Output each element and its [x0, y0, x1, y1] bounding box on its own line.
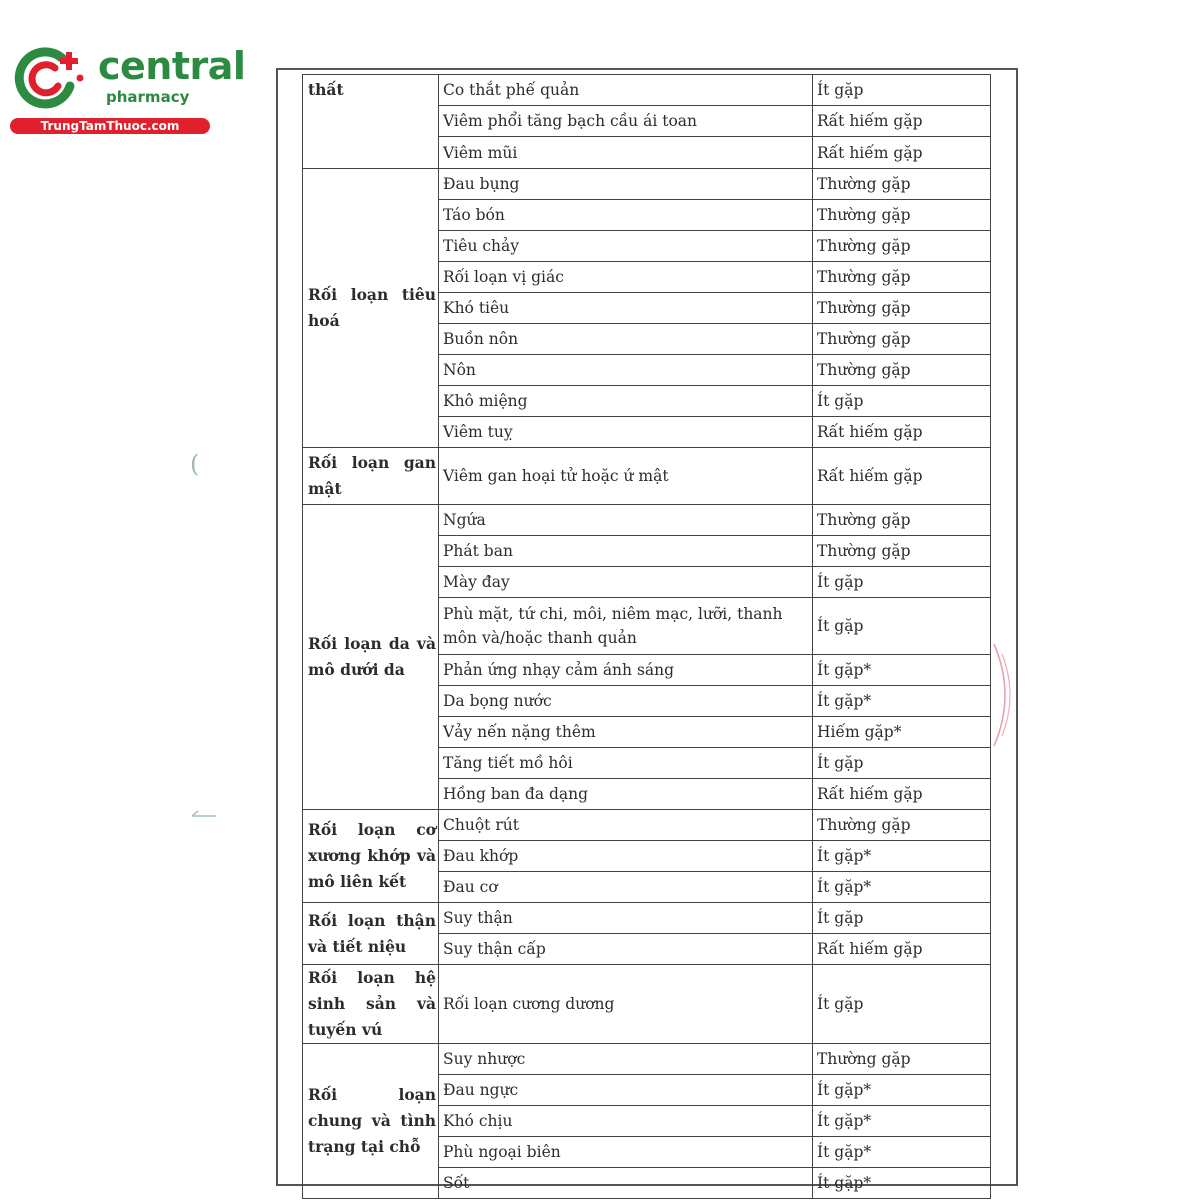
- table-row: [303, 169, 991, 200]
- frequency-cell: Ít gặp: [813, 567, 991, 598]
- adverse-effect-cell: Phản ứng nhạy cảm ánh sáng: [439, 655, 813, 686]
- frequency-cell: Ít gặp: [813, 903, 991, 934]
- organ-system-cell: Rối loạn thận và tiết niệu: [303, 903, 439, 965]
- organ-system-cell: Rối loạn da và mô dưới da: [303, 505, 439, 810]
- frequency-cell: Thường gặp: [813, 355, 991, 386]
- frequency-cell: Ít gặp*: [813, 1075, 991, 1106]
- frequency-cell: Thường gặp: [813, 536, 991, 567]
- frequency-cell: Ít gặp*: [813, 1106, 991, 1137]
- organ-system-cell: Rối loạn chung và tình trạng tại chỗ: [303, 1044, 439, 1199]
- adverse-effect-cell: Rối loạn cương dương: [439, 965, 813, 1044]
- adverse-effect-cell: Mày đay: [439, 567, 813, 598]
- table-row: [303, 75, 991, 106]
- adverse-effect-cell: Tiêu chảy: [439, 231, 813, 262]
- frequency-cell: Rất hiếm gặp: [813, 934, 991, 965]
- adverse-effect-cell: Phù mặt, tứ chi, môi, niêm mạc, lưỡi, thanh môn và/hoặc thanh quản: [439, 598, 813, 655]
- left-margin-mark: (: [190, 450, 200, 478]
- table-row: [303, 965, 991, 1044]
- adverse-effects-table-body: [303, 75, 991, 1199]
- table-row: [303, 505, 991, 536]
- adverse-effect-cell: Phát ban: [439, 536, 813, 567]
- frequency-cell: Thường gặp: [813, 505, 991, 536]
- frequency-cell: Thường gặp: [813, 262, 991, 293]
- adverse-effect-cell: Viêm tuỵ: [439, 417, 813, 448]
- frequency-cell: Thường gặp: [813, 200, 991, 231]
- frequency-cell: Hiếm gặp*: [813, 717, 991, 748]
- brand-url-badge[interactable]: TrungTamThuoc.com: [10, 118, 210, 134]
- brand-name: central: [98, 44, 246, 88]
- adverse-effect-cell: Buồn nôn: [439, 324, 813, 355]
- frequency-cell: Ít gặp*: [813, 841, 991, 872]
- frequency-cell: Ít gặp: [813, 75, 991, 106]
- organ-system-cell: Rối loạn tiêu hoá: [303, 169, 439, 448]
- adverse-effect-cell: Đau ngực: [439, 1075, 813, 1106]
- adverse-effect-cell: Khó chịu: [439, 1106, 813, 1137]
- frequency-cell: Thường gặp: [813, 169, 991, 200]
- frequency-cell: Ít gặp*: [813, 655, 991, 686]
- frequency-cell: Rất hiếm gặp: [813, 779, 991, 810]
- adverse-effect-cell: Hồng ban đa dạng: [439, 779, 813, 810]
- frequency-cell: Ít gặp: [813, 386, 991, 417]
- adverse-effect-cell: Đau cơ: [439, 872, 813, 903]
- table-row: [303, 448, 991, 505]
- table-row: [303, 1044, 991, 1075]
- table-row: [303, 903, 991, 934]
- adverse-effect-cell: Tăng tiết mồ hôi: [439, 748, 813, 779]
- adverse-effect-cell: Suy nhược: [439, 1044, 813, 1075]
- adverse-effect-cell: Khô miệng: [439, 386, 813, 417]
- table-row: [303, 810, 991, 841]
- frequency-cell: Thường gặp: [813, 293, 991, 324]
- adverse-effect-cell: Rối loạn vị giác: [439, 262, 813, 293]
- adverse-effect-cell: Sốt: [439, 1168, 813, 1199]
- frequency-cell: Thường gặp: [813, 1044, 991, 1075]
- frequency-cell: Ít gặp: [813, 748, 991, 779]
- adverse-effect-cell: Khó tiêu: [439, 293, 813, 324]
- adverse-effect-cell: Viêm phổi tăng bạch cầu ái toan: [439, 106, 813, 137]
- brand-subtitle: pharmacy: [106, 88, 190, 106]
- adverse-effects-table: [302, 74, 991, 1199]
- adverse-effect-cell: Viêm gan hoại tử hoặc ứ mật: [439, 448, 813, 505]
- brand-logo: [10, 38, 246, 138]
- left-margin-arrow-mark: [188, 806, 218, 826]
- adverse-effect-cell: Chuột rút: [439, 810, 813, 841]
- adverse-effect-cell: Suy thận cấp: [439, 934, 813, 965]
- adverse-effect-cell: Suy thận: [439, 903, 813, 934]
- frequency-cell: Ít gặp: [813, 598, 991, 655]
- organ-system-cell: thất: [303, 75, 439, 169]
- frequency-cell: Ít gặp*: [813, 686, 991, 717]
- frequency-cell: Rất hiếm gặp: [813, 137, 991, 169]
- frequency-cell: Rất hiếm gặp: [813, 448, 991, 505]
- adverse-effect-cell: Viêm mũi: [439, 137, 813, 169]
- frequency-cell: Rất hiếm gặp: [813, 417, 991, 448]
- frequency-cell: Thường gặp: [813, 324, 991, 355]
- frequency-cell: Ít gặp*: [813, 872, 991, 903]
- organ-system-cell: Rối loạn cơ xương khớp và mô liên kết: [303, 810, 439, 903]
- frequency-cell: Thường gặp: [813, 231, 991, 262]
- organ-system-cell: Rối loạn hệ sinh sản và tuyến vú: [303, 965, 439, 1044]
- frequency-cell: Ít gặp*: [813, 1137, 991, 1168]
- organ-system-cell: Rối loạn gan mật: [303, 448, 439, 505]
- frequency-cell: Ít gặp: [813, 965, 991, 1044]
- adverse-effect-cell: Phù ngoại biên: [439, 1137, 813, 1168]
- adverse-effect-cell: Da bọng nước: [439, 686, 813, 717]
- adverse-effect-cell: Co thắt phế quản: [439, 75, 813, 106]
- frequency-cell: Thường gặp: [813, 810, 991, 841]
- adverse-effect-cell: Đau khớp: [439, 841, 813, 872]
- frequency-cell: Rất hiếm gặp: [813, 106, 991, 137]
- adverse-effect-cell: Ngứa: [439, 505, 813, 536]
- adverse-effect-cell: Táo bón: [439, 200, 813, 231]
- adverse-effect-cell: Vảy nến nặng thêm: [439, 717, 813, 748]
- red-seal-stamp: [988, 640, 1018, 750]
- central-pharmacy-icon: [10, 38, 90, 118]
- frequency-cell: Ít gặp*: [813, 1168, 991, 1199]
- adverse-effect-cell: Nôn: [439, 355, 813, 386]
- adverse-effect-cell: Đau bụng: [439, 169, 813, 200]
